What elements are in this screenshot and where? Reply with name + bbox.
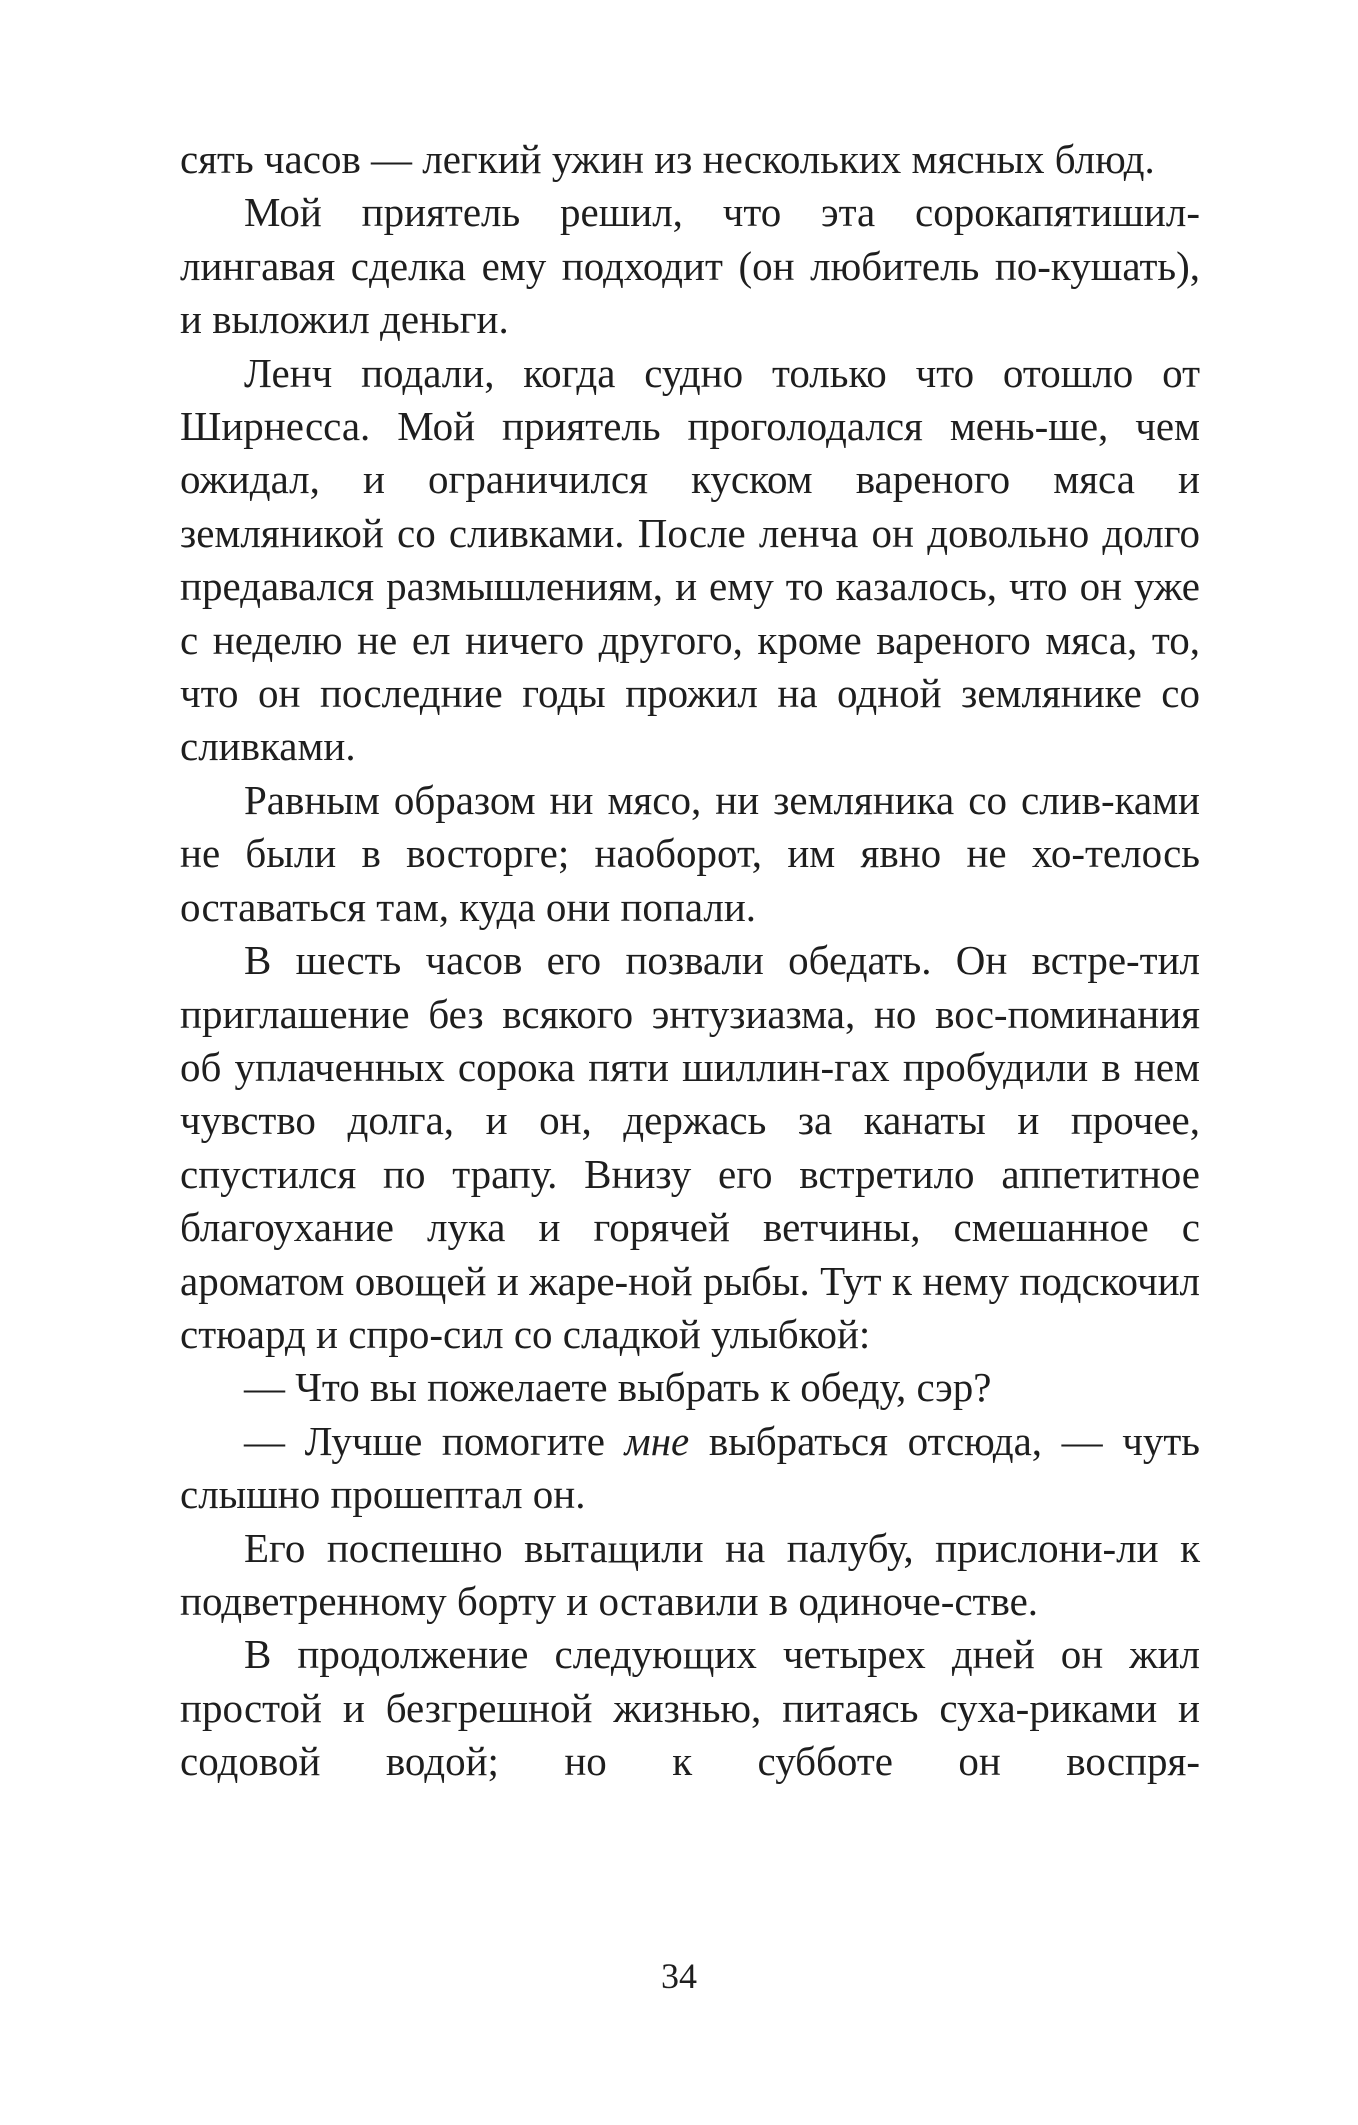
paragraph-3: Ленч подали, когда судно только что отошло от Ширнесса. Мой приятель проголодался мень-ше, чем ожидал, и ограничился куском вареного мяса и земляникой со сливками. После ленча он довольно долго предавался размышлениям, и ему то казалось, что он уже с неделю не ел ничего другого, кроме вареного мяса, то, что он последние годы прожил на одной землянике со сливками. xyxy=(180,349,1200,770)
paragraph-1: сять часов — легкий ужин из нескольких мясных блюд. xyxy=(180,136,1155,182)
book-page-text xyxy=(180,133,1200,1789)
dialogue-line-2-before: — Лучше помогите xyxy=(244,1417,625,1464)
paragraph-9: В продолжение следующих четырех дней он жил простой и безгрешной жизнью, питаясь суха-риками и содовой водой; но к субботе он воспря- xyxy=(180,1631,1200,1785)
page-number: 34 xyxy=(661,1956,697,1996)
dialogue-line-2 xyxy=(180,1415,1200,1522)
paragraph-8: Его поспешно вытащили на палубу, прислони-ли к подветренному борту и оставили в одиноче-стве. xyxy=(180,1524,1200,1624)
paragraph-2: Мой приятель решил, что эта сорокапятишил-лингавая сделка ему подходит (он любитель по-кушать), и выложил деньги. xyxy=(180,189,1200,343)
dialogue-line-2-after: выбраться отсюда, — чуть слышно прошептал он. xyxy=(180,1417,1201,1518)
paragraph-5: В шесть часов его позвали обедать. Он встре-тил приглашение без всякого энтузиазма, но вос-поминания об уплаченных сорока пяти шиллин-гах пробудили в нем чувство долга, и он, держась за канаты и прочее, спустился по трапу. Внизу его встретило аппетитное благоухание лука и горячей ветчины, смешанное с ароматом овощей и жаре-ной рыбы. Тут к нему подскочил стюард и спро-сил со сладкой улыбкой: xyxy=(180,937,1200,1357)
dialogue-line-1: — Что вы пожелаете выбрать к обеду, сэр? xyxy=(244,1364,992,1411)
dialogue-line-2-emphasis: мне xyxy=(624,1417,690,1464)
paragraph-4: Равным образом ни мясо, ни земляника со слив-ками не были в восторге; наоборот, им явно не хо-телось оставаться там, куда они попали. xyxy=(180,776,1200,930)
